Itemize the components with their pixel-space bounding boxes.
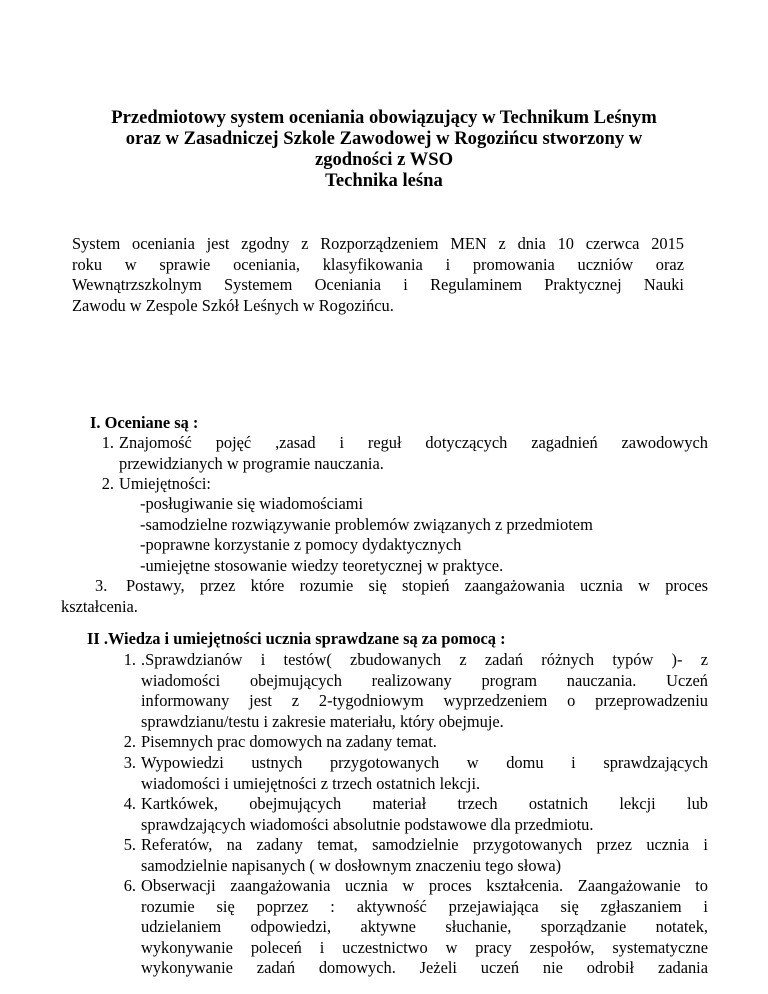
section-2-item-6 [110, 876, 708, 979]
intro-paragraph [72, 234, 684, 316]
list-item-line: udzielaniem odpowiedzi, aktywne słuchanie, sporządzanie notatek, [141, 917, 708, 936]
skill-item: -umiejętne stosowanie wiedzy teoretycznej w praktyce. [140, 556, 504, 575]
list-item-line: wiadomości obejmujących realizowany program nauczania. Uczeń [141, 670, 708, 690]
list-item-line: Kartkówek, obejmujących materiał trzech ostatnich lekcji lub [141, 794, 708, 813]
title-line-2: oraz w Zasadniczej Szkole Zawodowej w Rogozińcu stworzony w [125, 128, 643, 149]
list-number: 6. [123, 876, 136, 895]
title-line-1: Przedmiotowy system oceniania obowiązujący w Technikum Leśnym [111, 107, 657, 128]
intro-line-2: roku w sprawie oceniania, klasyfikowania i promowania uczniów oraz [72, 254, 684, 274]
list-item-line: Znajomość pojęć ,zasad i reguł dotyczących zagadnień zawodowych [119, 433, 708, 452]
document-title [60, 107, 708, 191]
list-number: 1. [123, 650, 136, 669]
list-item-line: sprawdzianu/testu i zakresie materiału, który obejmuje. [141, 711, 504, 731]
list-item-line: Umiejętności: [119, 474, 211, 493]
section-2-item-4 [110, 794, 708, 835]
list-item-line: rozumie się poprzez : aktywność przejawiająca się zgłaszaniem i [141, 896, 708, 916]
section-2-item-3 [110, 753, 708, 794]
list-item-line: informowany jest z 2-tygodniowym wyprzedzeniem o przeprowadzeniu [141, 691, 708, 710]
section-2-item-2 [110, 732, 708, 753]
list-item-line: wykonywanie poleceń i uczestnictwo w pracy zespołów, systematyczne [141, 937, 708, 957]
section-1-item-1 [88, 433, 708, 474]
section-2-item-5 [110, 835, 708, 876]
intro-line-4: Zawodu w Zespole Szkół Leśnych w Rogozińcu. [72, 295, 394, 315]
section-2-item-1 [110, 650, 708, 732]
list-item-line: przewidzianych w programie nauczania. [119, 453, 384, 473]
intro-line-1: System oceniania jest zgodny z Rozporządzeniem MEN z dnia 10 czerwca 2015 [72, 234, 684, 253]
skill-item: -posługiwanie się wiadomościami [140, 494, 364, 513]
list-item-line: Wypowiedzi ustnych przygotowanych w domu i sprawdzających [141, 753, 708, 772]
section-2-heading: II .Wiedza i umiejętności ucznia sprawdzane są za pomocą : [87, 629, 506, 648]
list-number: 5. [123, 835, 136, 854]
list-item-line: Pisemnych prac domowych na zadany temat. [141, 732, 437, 751]
list-number: 2. [101, 474, 114, 493]
list-item-line: samodzielnie napisanych ( w dosłownym znaczeniu tego słowa) [141, 855, 562, 875]
list-number: 3. [95, 576, 108, 595]
list-item-line: wiadomości i umiejętności z trzech ostatnich lekcji. [141, 773, 481, 793]
list-item-line: Postawy, przez które rozumie się stopień zaangażowania ucznia w proces [126, 576, 708, 595]
list-number: 2. [123, 732, 136, 751]
skill-item: -poprawne korzystanie z pomocy dydaktycznych [140, 535, 462, 554]
list-number: 1. [101, 433, 114, 452]
list-item-line: Obserwacji zaangażowania ucznia w proces kształcenia. Zaangażowanie to [141, 876, 708, 895]
list-number: 3. [123, 753, 136, 772]
title-line-4: Technika leśna [325, 170, 443, 191]
intro-line-3: Wewnątrzszkolnym Systemem Oceniania i Regulaminem Praktycznej Nauki [72, 275, 684, 294]
section-1-heading: I. Oceniane są : [90, 413, 199, 432]
list-item-line: kształcenia. [61, 597, 138, 616]
section-1-item-3 [126, 576, 708, 597]
list-number: 4. [123, 794, 136, 813]
title-line-3: zgodności z WSO [314, 149, 454, 170]
list-item-line: .Sprawdzianów i testów( zbudowanych z zadań różnych typów )- z [141, 650, 708, 669]
skill-item: -samodzielne rozwiązywanie problemów związanych z przedmiotem [140, 515, 593, 534]
list-item-line: sprawdzających wiadomości absolutnie podstawowe dla przedmiotu. [141, 814, 594, 834]
list-item-line: wykonywanie zadań domowych. Jeżeli uczeń nie odrobił zadania [141, 958, 708, 977]
section-1-item-2 [88, 474, 708, 495]
list-item-line: Referatów, na zadany temat, samodzielnie przygotowanych przez ucznia i [141, 835, 708, 854]
